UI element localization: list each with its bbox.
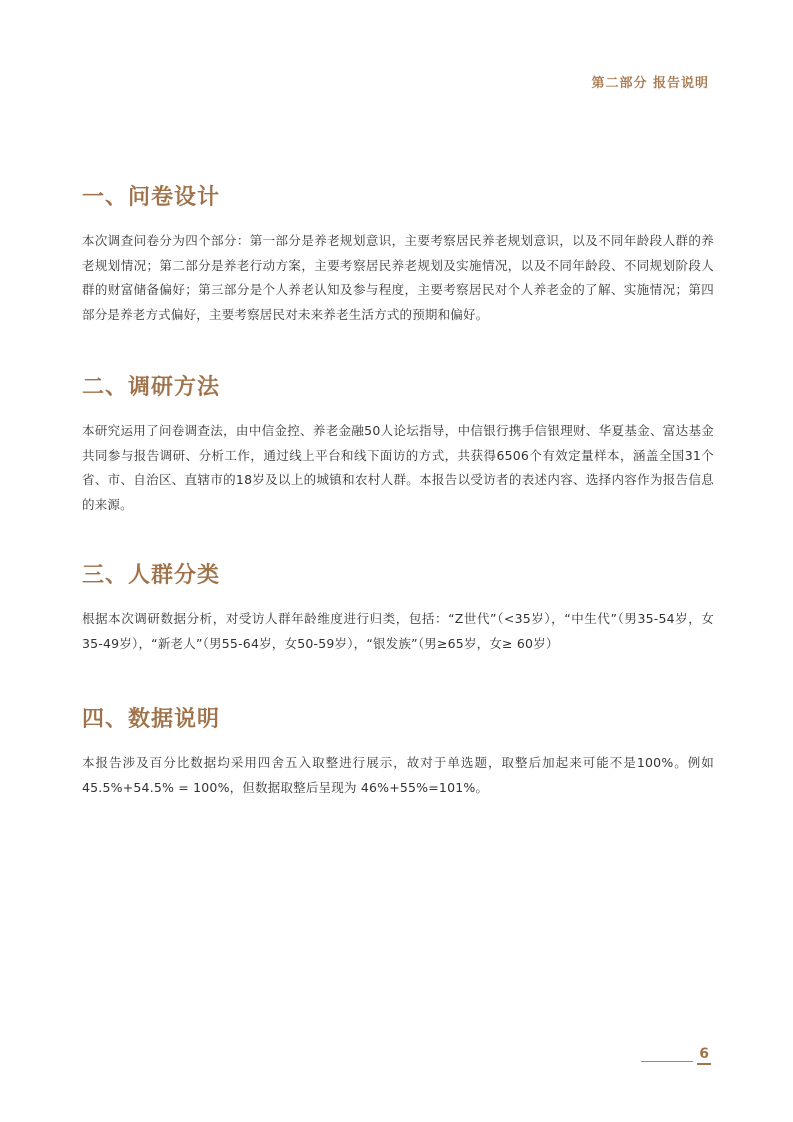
section-body: 根据本次调研数据分析，对受访人群年龄维度进行归类，包括：“Z世代”（<35岁），“中生代”（男35-54岁，女35-49岁），“新老人”（男55-64岁，女50-59岁），“银发族”（男≥65岁，女≥ 60岁） (82, 611, 714, 651)
section-research-method (82, 370, 714, 517)
section-body: 本次调查问卷分为四个部分：第一部分是养老规划意识，主要考察居民养老规划意识，以及不同年龄段人群的养老规划情况；第二部分是养老行动方案，主要考察居民养老规划及实施情况，以及不同年龄段、不同规划阶段人群的财富储备偏好；第三部分是个人养老认知及参与程度，主要考察居民对个人养老金的了解、实施情况；第四部分是养老方式偏好，主要考察居民对未来养老生活方式的预期和偏好。 (82, 233, 714, 322)
section-header-label: 第二部分 报告说明 (591, 76, 709, 91)
footer-divider (641, 1061, 693, 1062)
section-data-notes (82, 702, 714, 800)
page-footer (641, 1046, 711, 1065)
section-body: 本报告涉及百分比数据均采用四舍五入取整进行展示，故对于单选题，取整后加起来可能不是100%。例如45.5%+54.5% = 100%，但数据取整后呈现为 46%+55%=101%。 (82, 755, 714, 795)
section-title: 三、人群分类 (82, 563, 221, 588)
section-title: 一、问卷设计 (82, 185, 221, 210)
section-population-classification (82, 558, 714, 656)
section-body: 本研究运用了问卷调查法，由中信金控、养老金融50人论坛指导，中信银行携手信银理财、华夏基金、富达基金共同参与报告调研、分析工作，通过线上平台和线下面访的方式，共获得6506个有效定量样本，涵盖全国31个省、市、自治区、直辖市的18岁及以上的城镇和农村人群。本报告以受访者的表述内容、选择内容作为报告信息的来源。 (82, 423, 714, 512)
section-title: 四、数据说明 (82, 707, 221, 732)
page-number: 6 (697, 1046, 711, 1065)
section-questionnaire-design (82, 180, 714, 327)
section-title: 二、调研方法 (82, 375, 221, 400)
